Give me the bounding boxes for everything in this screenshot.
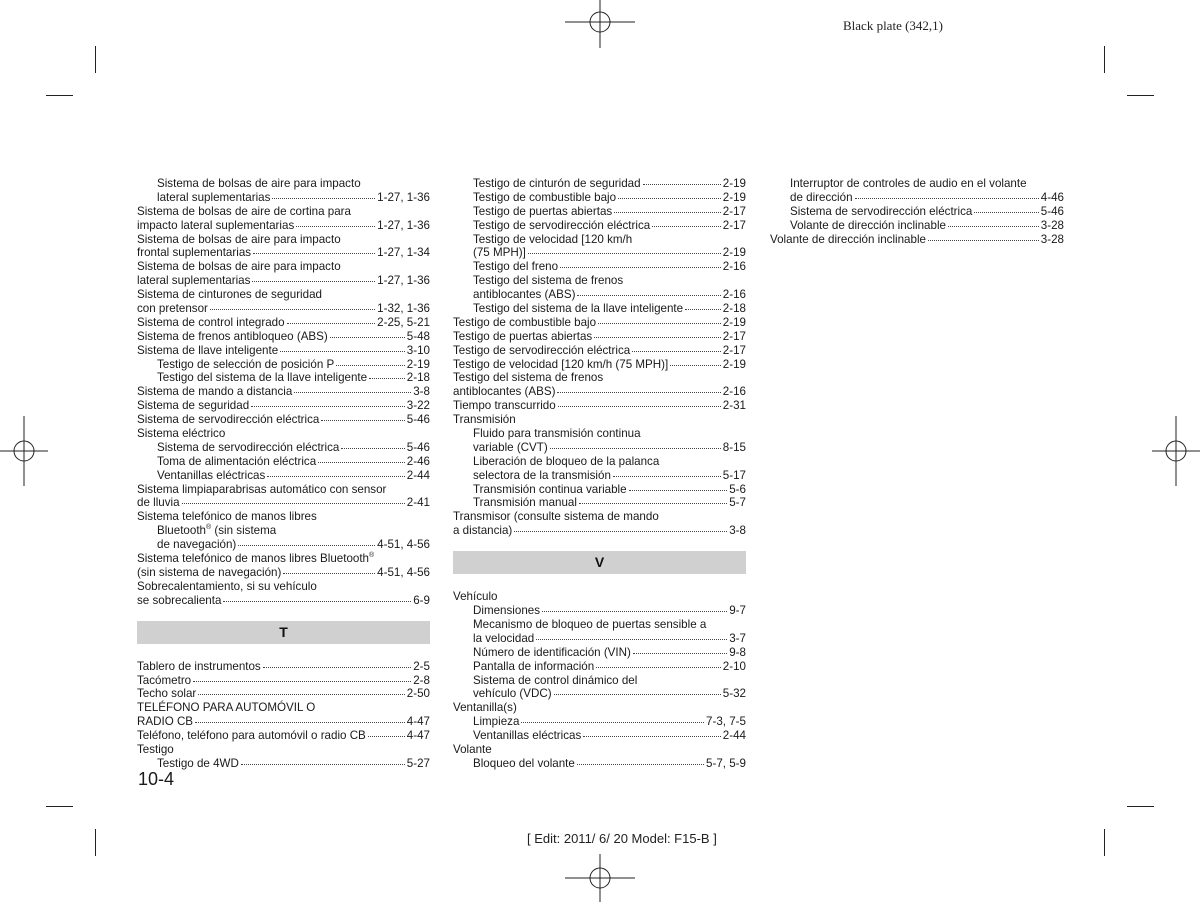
index-entry: Sistema de cinturones de seguridad	[137, 288, 322, 302]
index-entry: Sistema limpiaparabrisas automático con sensor	[137, 482, 387, 496]
index-entry: Testigo de combustible bajo 2-19	[473, 190, 746, 204]
index-entry: (75 MPH)] 2-19	[473, 246, 746, 260]
crop-mark-tl-h	[46, 95, 73, 96]
index-entry: Sistema de bolsas de aire para impacto	[137, 232, 341, 246]
index-entry: Fluido para transmisión continua	[473, 427, 641, 441]
index-entry: RADIO CB 4-47	[137, 715, 430, 729]
index-column-2	[453, 177, 746, 771]
index-entry: Testigo del sistema de frenos	[473, 274, 624, 288]
index-entry: Sistema telefónico de manos libres	[137, 510, 317, 524]
index-entry: Testigo de 4WD 5-27	[157, 756, 430, 770]
index-entry: Volante de dirección inclinable 3-28	[790, 218, 1064, 232]
index-entry: Interruptor de controles de audio en el volante	[790, 177, 1027, 190]
index-entry: Testigo de velocidad [120 km/h	[473, 232, 633, 246]
index-entry: Testigo del sistema de la llave inteligente 2-18	[157, 371, 430, 385]
index-entry: Testigo de servodirección eléctrica 2-17	[453, 343, 746, 357]
index-entry: Sistema de seguridad 3-22	[137, 399, 430, 413]
index-entry: Testigo	[137, 742, 174, 756]
index-entry: selectora de la transmisión 5-17	[473, 468, 746, 482]
index-entry: Transmisor (consulte sistema de mando	[453, 510, 659, 524]
index-entry: Testigo de cinturón de seguridad 2-19	[473, 177, 746, 190]
registration-mark-right	[1152, 416, 1200, 486]
index-entry: Número de identificación (VIN) 9-8	[473, 645, 746, 659]
index-column-3	[770, 177, 1064, 246]
index-entry: Ventanillas eléctricas 2-44	[473, 729, 746, 743]
index-entry: lateral suplementarias 1-27, 1-36	[157, 190, 430, 204]
index-entry: TELÉFONO PARA AUTOMÓVIL O	[137, 701, 316, 715]
index-entry: Sistema de servodirección eléctrica 5-46	[157, 440, 430, 454]
index-entry: Dimensiones 9-7	[473, 604, 746, 618]
index-entry: Sistema de llave inteligente 3-10	[137, 343, 430, 357]
section-header-v: V	[453, 551, 746, 574]
index-entry: Testigo de velocidad [120 km/h (75 MPH)] 2-19	[453, 357, 746, 371]
index-entry: impacto lateral suplementarias 1-27, 1-36	[137, 218, 430, 232]
index-entry: Volante de dirección inclinable 3-28	[770, 232, 1064, 246]
index-entry: Sistema de bolsas de aire para impacto	[157, 177, 361, 190]
index-entry: Ventanilla(s)	[453, 701, 517, 715]
index-entry: Testigo de servodirección eléctrica 2-17	[473, 218, 746, 232]
index-entry: Testigo de combustible bajo 2-19	[453, 315, 746, 329]
index-entry-bluetooth-2: Sistema telefónico de manos libres Bluetooth®	[137, 552, 375, 566]
index-entry: Liberación de bloqueo de la palanca	[473, 454, 660, 468]
index-entry: se sobrecalienta 6-9	[137, 593, 430, 607]
crop-mark-tl-v	[95, 46, 96, 73]
index-entry: (sin sistema de navegación) 4-51, 4-56	[137, 565, 430, 579]
index-entry: Toma de alimentación eléctrica 2-46	[157, 454, 430, 468]
index-entry: Sistema de bolsas de aire de cortina para	[137, 204, 351, 218]
index-entry: Testigo del freno 2-16	[473, 260, 746, 274]
index-entry: Sistema de frenos antibloqueo (ABS) 5-48	[137, 329, 430, 343]
index-entry: Transmisión manual 5-7	[473, 496, 746, 510]
index-entry: con pretensor 1-32, 1-36	[137, 302, 430, 316]
registration-mark-bottom	[565, 854, 635, 902]
index-entry: de navegación) 4-51, 4-56	[157, 538, 430, 552]
index-entry: de dirección 4-46	[790, 190, 1064, 204]
index-entry: Testigo de selección de posición P 2-19	[157, 357, 430, 371]
crop-mark-bl-v	[95, 829, 96, 856]
crop-mark-bl-h	[46, 806, 73, 807]
index-entry: Volante	[453, 742, 492, 756]
registration-mark-left	[0, 416, 48, 486]
index-entry: Sobrecalentamiento, si su vehículo	[137, 579, 317, 593]
index-entry: Testigo de puertas abiertas 2-17	[473, 204, 746, 218]
index-entry: Tacómetro 2-8	[137, 673, 430, 687]
index-entry-bluetooth: Bluetooth® (sin sistema	[157, 524, 277, 538]
index-entry: Testigo de puertas abiertas 2-17	[453, 329, 746, 343]
index-entry: Sistema eléctrico	[137, 427, 226, 441]
index-entry: Sistema de servodirección eléctrica 5-46	[790, 204, 1064, 218]
index-entry: Sistema de mando a distancia 3-8	[137, 385, 430, 399]
index-entry: Tiempo transcurrido 2-31	[453, 399, 746, 413]
index-entry: Sistema de bolsas de aire para impacto	[137, 260, 341, 274]
index-entry: Mecanismo de bloqueo de puertas sensible a	[473, 617, 707, 631]
index-entry: Limpieza 7-3, 7-5	[473, 715, 746, 729]
index-entry: Bloqueo del volante 5-7, 5-9	[473, 756, 746, 770]
index-entry: Techo solar 2-50	[137, 687, 430, 701]
index-entry: vehículo (VDC) 5-32	[473, 687, 746, 701]
crop-mark-br-v	[1104, 829, 1105, 856]
edit-info: [ Edit: 2011/ 6/ 20 Model: F15-B ]	[527, 831, 717, 846]
index-entry: Testigo del sistema de la llave inteligente 2-18	[473, 302, 746, 316]
crop-mark-tr-v	[1104, 46, 1105, 73]
crop-mark-br-h	[1127, 806, 1154, 807]
index-entry: Transmisión continua variable 5-6	[473, 482, 746, 496]
index-entry: Sistema de control integrado 2-25, 5-21	[137, 315, 430, 329]
index-entry: antiblocantes (ABS) 2-16	[473, 288, 746, 302]
index-entry: Sistema de servodirección eléctrica 5-46	[137, 413, 430, 427]
index-entry: antiblocantes (ABS) 2-16	[453, 385, 746, 399]
index-entry: a distancia) 3-8	[453, 524, 746, 538]
index-entry: la velocidad 3-7	[473, 631, 746, 645]
section-header-t: T	[137, 621, 430, 644]
index-entry: Sistema de control dinámico del	[473, 673, 638, 687]
index-entry: frontal suplementarias 1-27, 1-34	[137, 246, 430, 260]
index-entry: Ventanillas eléctricas 2-44	[157, 468, 430, 482]
crop-mark-tr-h	[1127, 95, 1154, 96]
index-entry: variable (CVT) 8-15	[473, 440, 746, 454]
registration-mark-top	[565, 0, 635, 50]
index-entry: Pantalla de información 2-10	[473, 659, 746, 673]
index-entry: Tablero de instrumentos 2-5	[137, 659, 430, 673]
index-entry: Vehículo	[453, 590, 498, 604]
index-column-1	[137, 177, 430, 771]
page-number: 10-4	[138, 769, 175, 789]
index-entry: Teléfono, teléfono para automóvil o radio CB 4-47	[137, 729, 430, 743]
plate-label: Black plate (342,1)	[843, 18, 943, 33]
index-entry: Transmisión	[453, 413, 516, 427]
index-entry: de lluvia 2-41	[137, 496, 430, 510]
index-entry: lateral suplementarias 1-27, 1-36	[137, 274, 430, 288]
index-entry: Testigo del sistema de frenos	[453, 371, 604, 385]
